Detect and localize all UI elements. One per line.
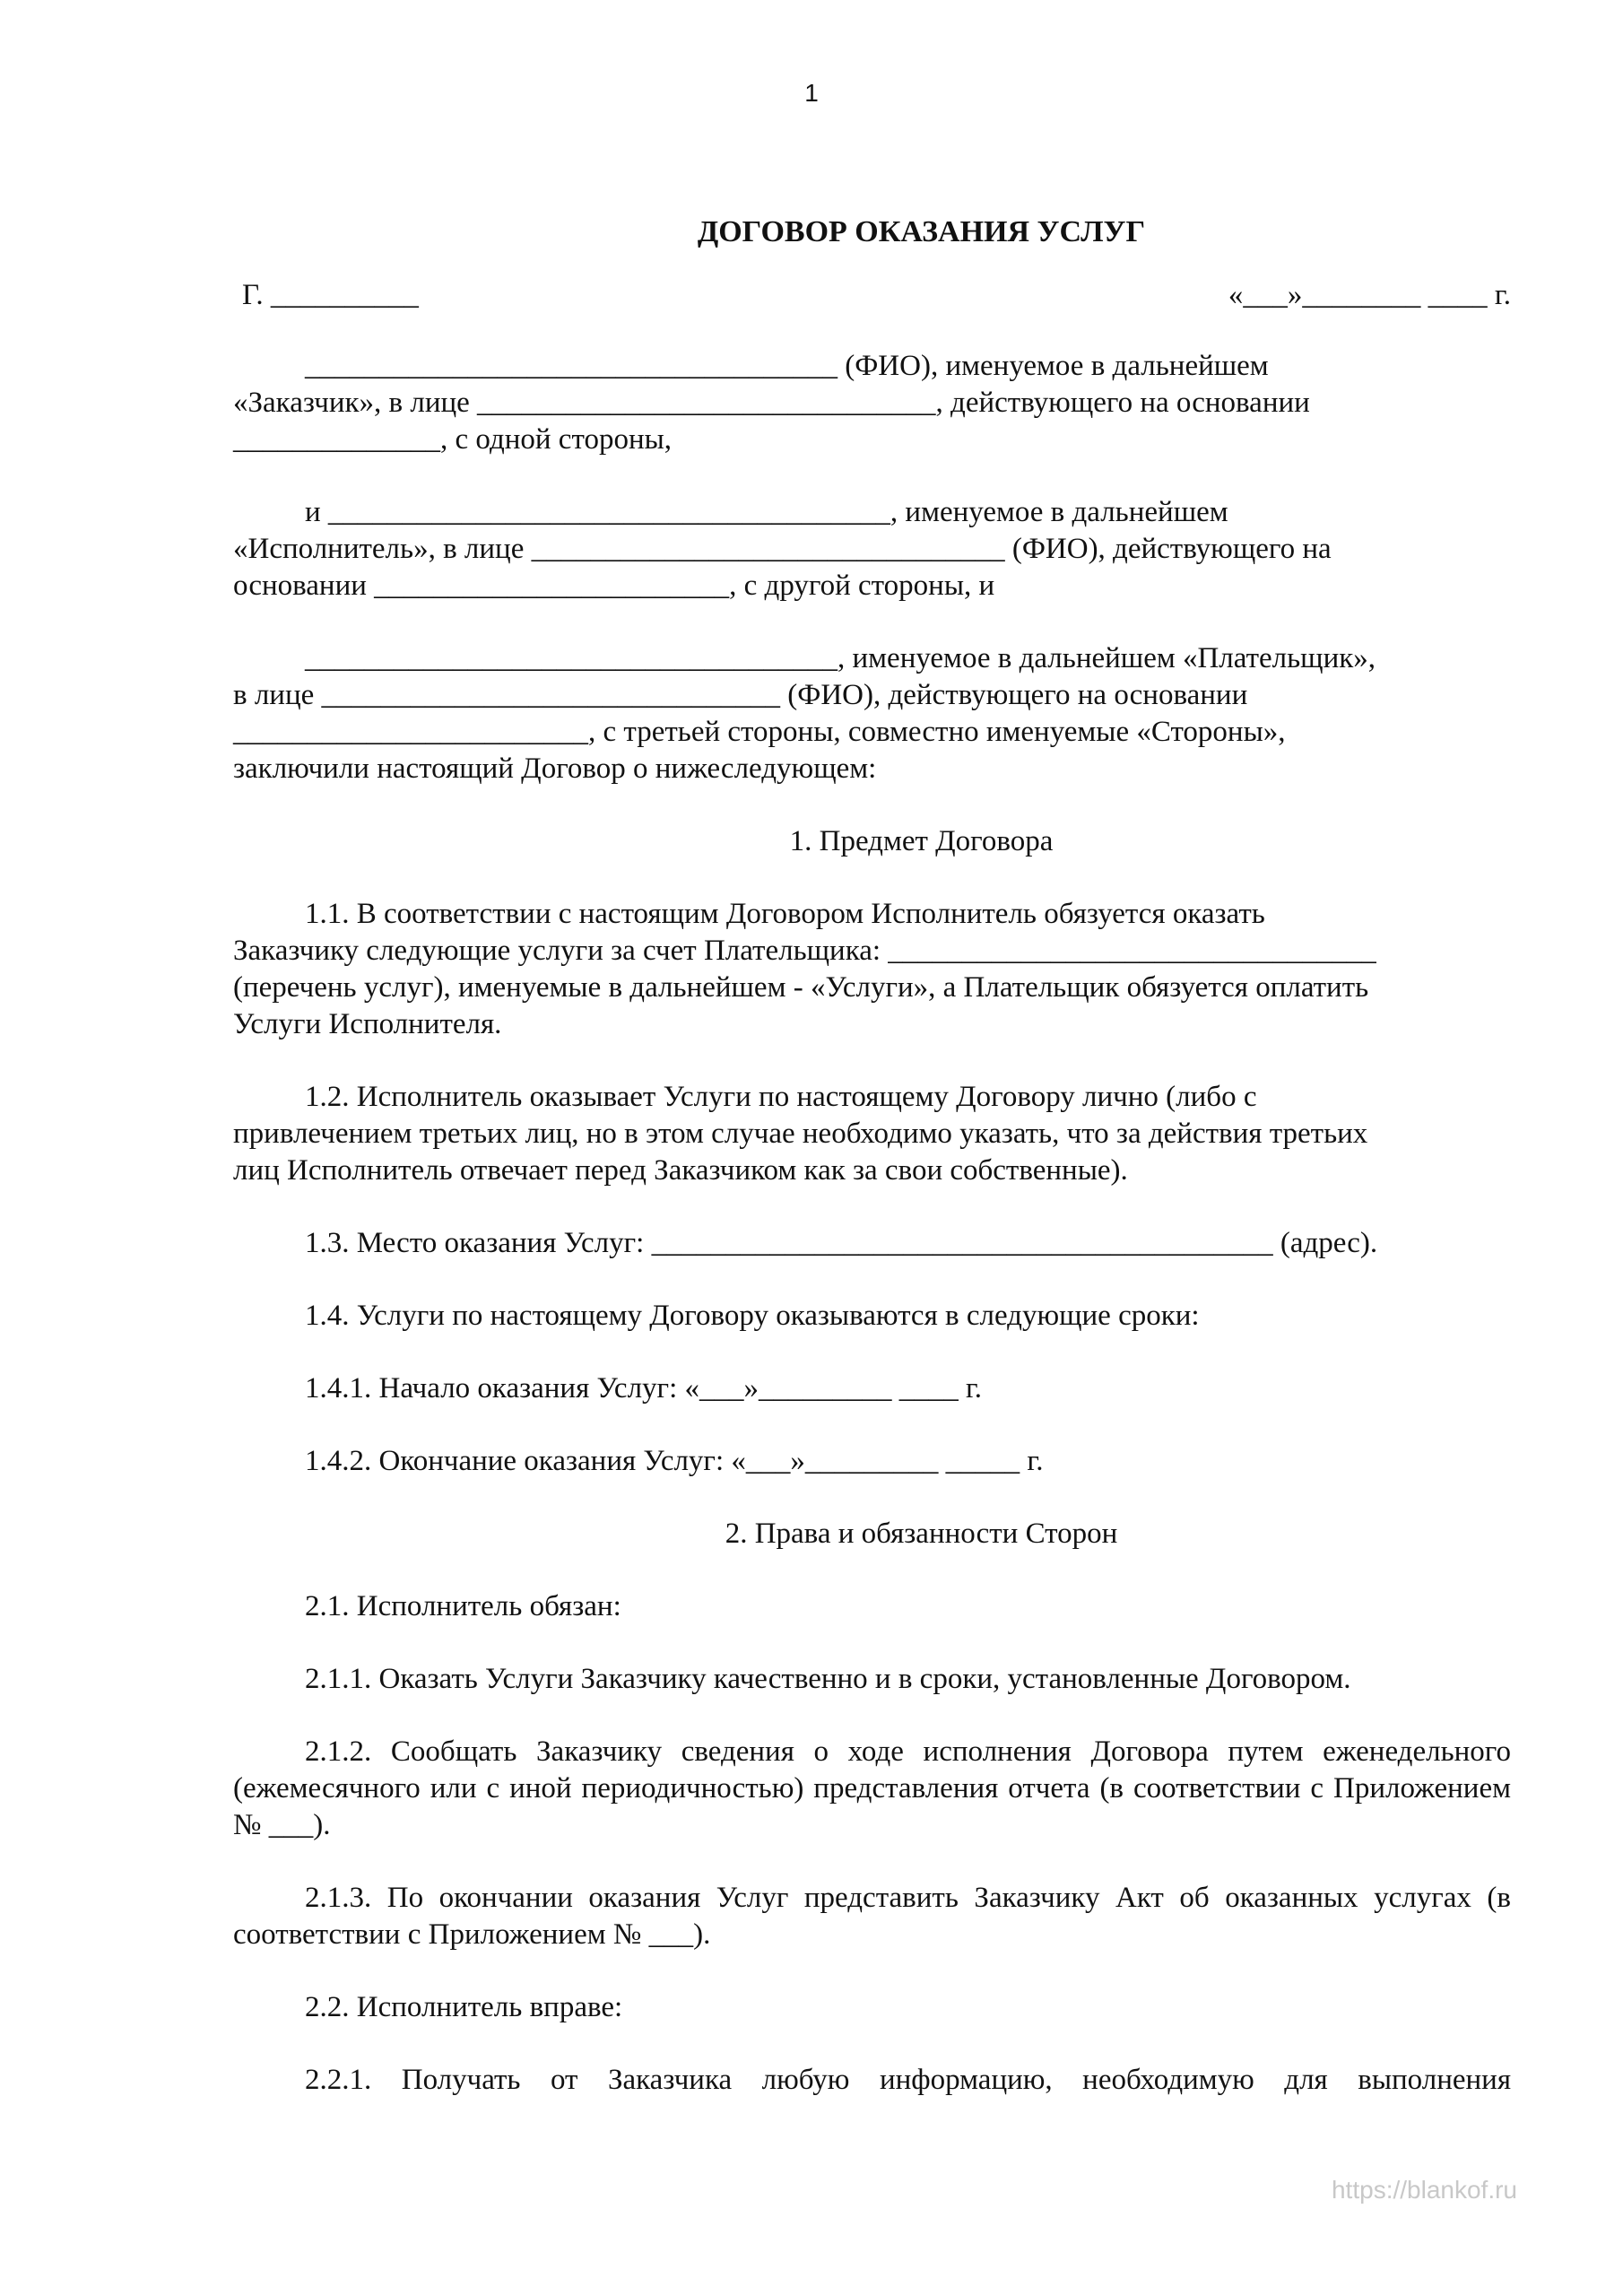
city-field: Г. __________ <box>242 279 419 311</box>
text-line: Заказчику следующие услуги за счет Плательщика: _________________________________ <box>233 935 1376 967</box>
clause-1-1 <box>233 896 1511 1043</box>
text-line: 1.2. Исполнитель оказывает Услуги по настоящему Договору лично (либо с <box>305 1081 1257 1113</box>
clause-2-1-2: 2.1.2. Сообщать Заказчику сведения о ходе исполнения Договора путем еженедельного (ежемесячного или с иной периодичностью) представления отчета (в соответствии с Приложением № ___). <box>233 1735 1511 1841</box>
party-customer <box>233 348 1511 458</box>
text-line: основании ________________________, с другой стороны, и <box>233 570 995 602</box>
text-line: заключили настоящий Договор о нижеследующем: <box>233 752 877 785</box>
watermark-url: https://blankof.ru <box>1331 2176 1517 2204</box>
document-body <box>233 213 1511 2135</box>
text-line: Услуги Исполнителя. <box>233 1008 502 1040</box>
date-field: «___»________ ____ г. <box>1228 279 1511 311</box>
text-line: и ______________________________________, именуемое в дальнейшем <box>305 496 1228 528</box>
party-payer <box>233 640 1511 787</box>
text-line: лиц Исполнитель отвечает перед Заказчиком как за свои собственные). <box>233 1154 1128 1187</box>
clause-2-1-1: 2.1.1. Оказать Услуги Заказчику качественно и в сроки, установленные Договором. <box>305 1663 1351 1695</box>
city-date-row <box>242 277 1511 314</box>
text-line: «Исполнитель», в лице ________________________________ (ФИО), действующего на <box>233 533 1332 565</box>
text-line: ________________________, с третьей стороны, совместно именуемые «Стороны», <box>233 716 1286 748</box>
party-executor <box>233 494 1511 604</box>
text-line: ______________, с одной стороны, <box>233 423 673 456</box>
section-heading-2: 2. Права и обязанности Сторон <box>725 1518 1118 1550</box>
text-line: привлечением третьих лиц, но в этом случае необходимо указать, что за действия третьих <box>233 1118 1368 1150</box>
text-line: 1.1. В соответствии с настоящим Договором Исполнитель обязуется оказать <box>305 898 1265 930</box>
clause-1-4-2: 1.4.2. Окончание оказания Услуг: «___»_________ _____ г. <box>305 1445 1044 1477</box>
clause-1-4-1: 1.4.1. Начало оказания Услуг: «___»_________ ____ г. <box>305 1372 983 1405</box>
text-line: ____________________________________, именуемое в дальнейшем «Плательщик», <box>305 642 1376 674</box>
document-title: ДОГОВОР ОКАЗАНИЯ УСЛУГ <box>697 215 1146 248</box>
section-heading-1: 1. Предмет Договора <box>789 825 1054 857</box>
text-line: «Заказчик», в лице _______________________________, действующего на основании <box>233 387 1310 419</box>
text-line: в лице _______________________________ (ФИО), действующего на основании <box>233 679 1248 711</box>
clause-2-1-3: 2.1.3. По окончании оказания Услуг представить Заказчику Акт об оказанных услугах (в соответствии с Приложением № ___). <box>233 1882 1511 1951</box>
text-line: ____________________________________ (ФИО), именуемое в дальнейшем <box>305 350 1269 382</box>
page-number: 1 <box>804 79 819 107</box>
clause-2-2: 2.2. Исполнитель вправе: <box>305 1991 623 2023</box>
clause-1-2 <box>233 1079 1511 1189</box>
clause-1-4: 1.4. Услуги по настоящему Договору оказываются в следующие сроки: <box>305 1300 1200 1332</box>
text-line: (перечень услуг), именуемые в дальнейшем - «Услуги», а Плательщик обязуется оплатить <box>233 971 1369 1004</box>
clause-2-2-1: 2.2.1. Получать от Заказчика любую информацию, необходимую для выполнения <box>305 2064 1511 2096</box>
clause-1-3: 1.3. Место оказания Услуг: __________________________________________ (адрес). <box>305 1227 1378 1259</box>
clause-2-1: 2.1. Исполнитель обязан: <box>305 1590 621 1622</box>
